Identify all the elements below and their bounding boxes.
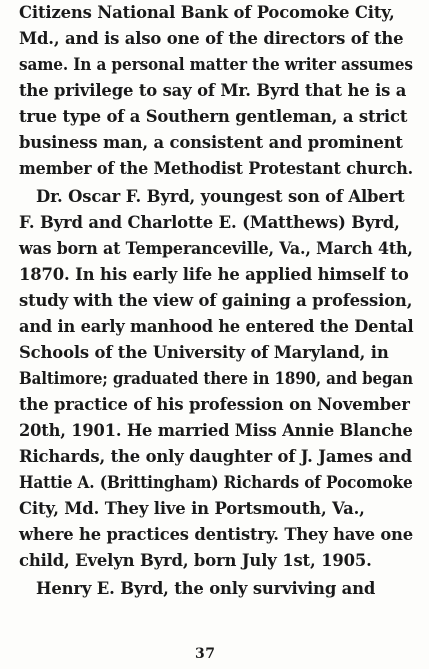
text-line: 1870. In his early life he applied himself to <box>19 265 409 284</box>
text-line: was born at Temperanceville, Va., March 4th, <box>19 239 413 258</box>
text-line: Schools of the University of Maryland, in <box>19 343 389 362</box>
text-line: Richards, the only daughter of J. James and <box>19 447 412 466</box>
text-line: City, Md. They live in Portsmouth, Va., <box>19 499 365 518</box>
page-number: 37 <box>195 646 216 662</box>
text-line: Hattie A. (Brittingham) Richards of Pocomoke <box>19 473 413 492</box>
text-line: F. Byrd and Charlotte E. (Matthews) Byrd, <box>19 213 400 232</box>
text-line: Baltimore; graduated there in 1890, and began <box>19 369 413 388</box>
text-line: the practice of his profession on November <box>19 395 410 414</box>
text-line: member of the Methodist Protestant church. <box>19 159 414 178</box>
text-line: Citizens National Bank of Pocomoke City, <box>19 3 395 22</box>
text-line: business man, a consistent and prominent <box>19 133 403 152</box>
text-line: true type of a Southern gentleman, a strict <box>19 107 408 126</box>
text-line: Md., and is also one of the directors of the <box>19 29 404 48</box>
text-line: and in early manhood he entered the Dental <box>19 317 414 336</box>
text-line: where he practices dentistry. They have one <box>19 525 413 544</box>
text-line: child, Evelyn Byrd, born July 1st, 1905. <box>19 551 372 570</box>
text-line: same. In a personal matter the writer assumes <box>19 55 413 74</box>
text-line: Henry E. Byrd, the only surviving and <box>36 579 376 598</box>
text-line: Dr. Oscar F. Byrd, youngest son of Albert <box>36 187 405 206</box>
text-line: study with the view of gaining a profession, <box>19 291 413 310</box>
text-line: the privilege to say of Mr. Byrd that he is a <box>19 81 407 100</box>
text-line: 20th, 1901. He married Miss Annie Blanche <box>19 421 413 440</box>
